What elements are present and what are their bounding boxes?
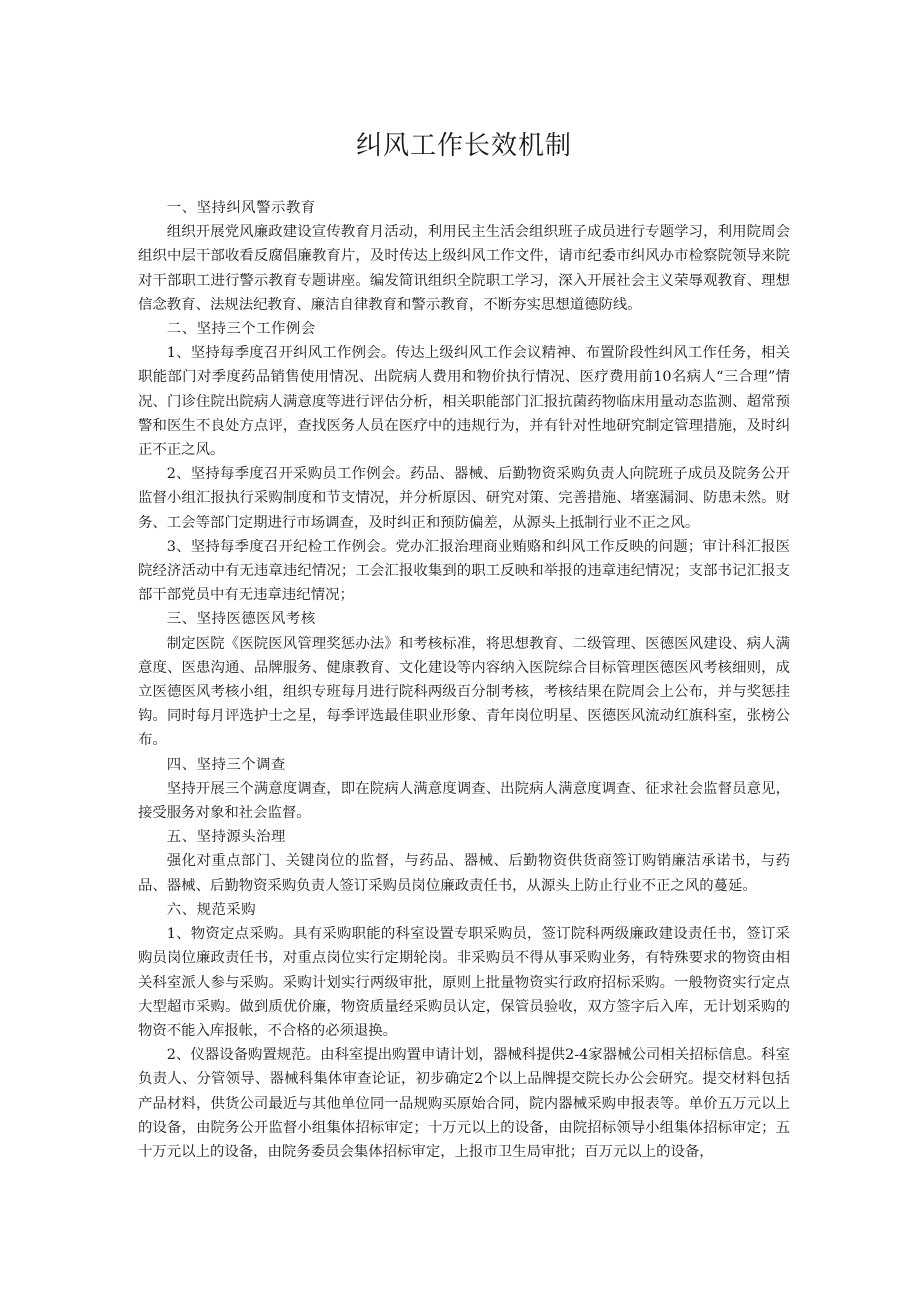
page-title: 纠风工作长效机制 xyxy=(355,131,572,161)
section-heading: 五、坚持源头治理 xyxy=(166,829,286,846)
paragraph: 3、坚持每季度召开纪检工作例会。党办汇报治理商业贿赂和纠风工作反映的问题；审计科汇报医院经济活动中有无违章违纪情况；工会汇报收集到的职工反映和举报的违章违纪情况；支部书记汇报支部干部党员中有无违章违纪情况； xyxy=(138,538,790,604)
paragraph: 2、仪器设备购置规范。由科室提出购置申请计划，器械科提供2-4家器械公司相关招标信息。科室负责人、分管领导、器械科集体审查论证，初步确定2个以上品牌提交院长办公会研究。提交材料包括产品材料，供货公司最近与其他单位同一品规购买原始合同，院内器械采购申报表等。单价五万元以上的设备，由院务公开监督小组集体招标审定；十万元以上的设备，由院招标领导小组集体招标审定；五十万元以上的设备，由院务委员会集体招标审定，上报市卫生局审批；百万元以上的设备， xyxy=(138,1047,790,1160)
paragraph: 强化对重点部门、关键岗位的监督，与药品、器械、后勤物资供货商签订购销廉洁承诺书，与药品、器械、后勤物资采购负责人签订采购员岗位廉政责任书，从源头上防止行业不正之风的蔓延。 xyxy=(138,853,790,894)
paragraph: 组织开展党风廉政建设宣传教育月活动，利用民主生活会组织班子成员进行专题学习，利用院周会组织中层干部收看反腐倡廉教育片，及时传达上级纠风工作文件，请市纪委市纠风办市检察院领导来院对干部职工进行警示教育专题讲座。编发简讯组织全院职工学习，深入开展社会主义荣辱观教育、理想信念教育、法规法纪教育、廉洁自律教育和警示教育，不断夯实思想道德防线。 xyxy=(138,224,790,313)
section-heading: 二、坚持三个工作例会 xyxy=(166,321,316,338)
paragraph: 1、物资定点采购。具有采购职能的科室设置专职采购员，签订院科两级廉政建设责任书，签订采购员岗位廉政责任书，对重点岗位实行定期轮岗。非采购员不得从事采购业务，有特殊要求的物资由相关科室派人参与采购。采购计划实行两级审批，原则上批量物资实行政府招标采购。一般物资实行定点大型超市采购。做到质优价廉，物资质量经采购员认定，保管员验收，双方签字后入库，无计划采购的物资不能入库报帐，不合格的必须退换。 xyxy=(138,926,790,1039)
section-heading: 一、坚持纠风警示教育 xyxy=(166,200,316,216)
section-heading: 三、坚持医德医风考核 xyxy=(166,611,316,628)
paragraph: 制定医院《医院医风管理奖惩办法》和考核标准，将思想教育、二级管理、医德医风建设、病人满意度、医患沟通、品牌服务、健康教育、文化建设等内容纳入医院综合目标管理医德医风考核细则，成立医德医风考核小组，组织专班每月进行院科两级百分制考核，考核结果在院周会上公布，并与奖惩挂钩。同时每月评选护士之星，每季评选最佳职业形象、青年岗位明星、医德医风流动红旗科室，张榜公布。 xyxy=(138,635,790,749)
section-heading: 四、坚持三个调查 xyxy=(166,756,286,773)
paragraph: 2、坚持每季度召开采购员工作例会。药品、器械、后勤物资采购负责人向院班子成员及院务公开监督小组汇报执行采购制度和节支情况，并分析原因、研究对策、完善措施、堵塞漏洞、防患未然。财务、工会等部门定期进行市场调查，及时纠正和预防偏差，从源头上抵制行业不正之风。 xyxy=(138,466,790,531)
document-page xyxy=(138,126,790,1164)
section-heading: 六、规范采购 xyxy=(166,901,257,918)
paragraph: 坚持开展三个满意度调查，即在院病人满意度调查、出院病人满意度调查、征求社会监督员意见，接受服务对象和社会监督。 xyxy=(138,780,790,822)
paragraph: 1、坚持每季度召开纠风工作例会。传达上级纠风工作会议精神、布置阶段性纠风工作任务，相关职能部门对季度药品销售使用情况、出院病人费用和物价执行情况、医疗费用前10名病人“三合理”情况、门诊住院出院病人满意度等进行评估分析，相关职能部门汇报抗菌药物临床用量动态监测、超常预警和医生不良处方点评，查找医务人员在医疗中的违规行为，并有针对性地研究制定管理措施，及时纠正不正之风。 xyxy=(138,345,790,459)
